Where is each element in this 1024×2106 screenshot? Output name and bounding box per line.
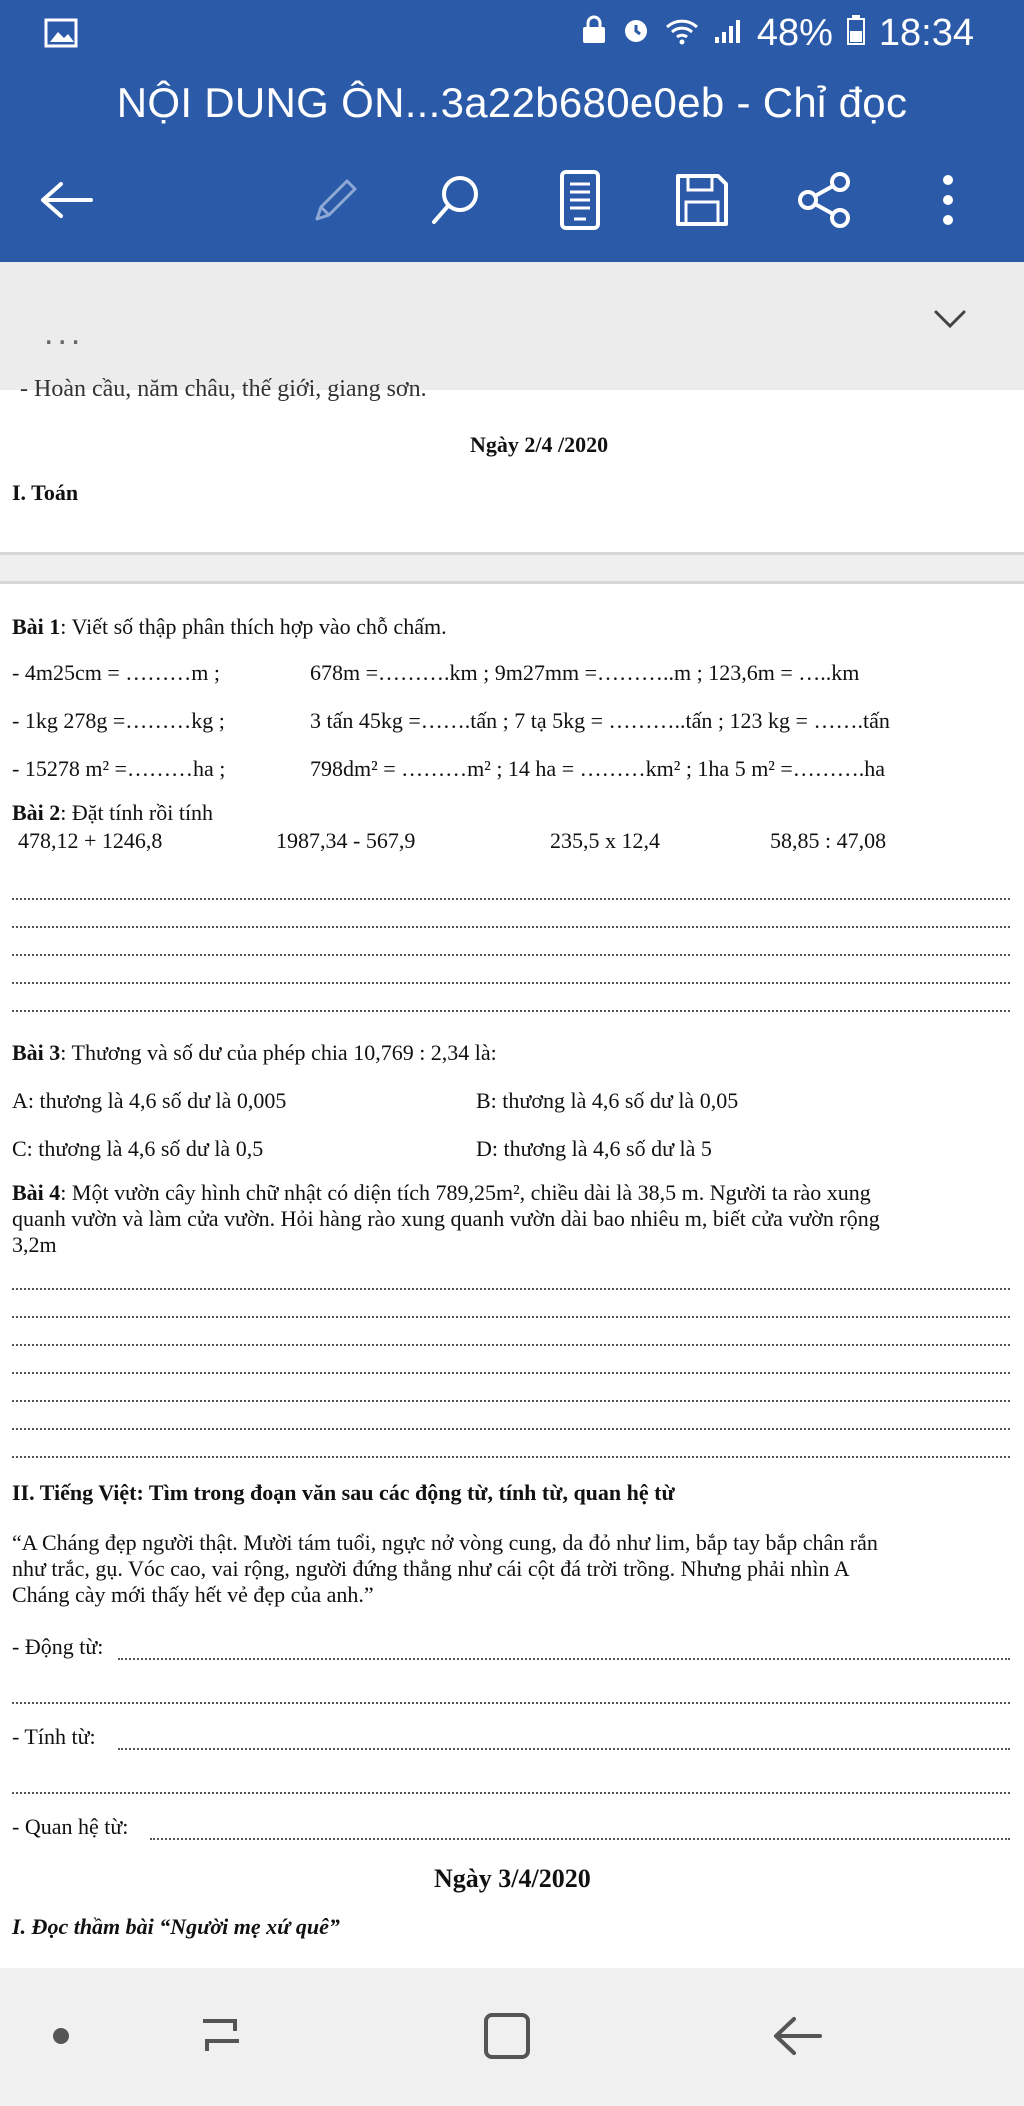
exercise-2-operation: 235,5 x 12,4 xyxy=(550,828,660,853)
exercise-4-text: Bài 4: Một vườn cây hình chữ nhật có diện tích 789,25m², chiều dài là 38,5 m. Người ta rào xung xyxy=(12,1180,871,1205)
answer-line xyxy=(12,1400,1010,1402)
page-break xyxy=(0,552,1024,584)
section-vietnamese-heading: II. Tiếng Việt: Tìm trong đoạn văn sau các động từ, tính từ, quan hệ từ xyxy=(12,1480,675,1505)
exercise-3-heading: Bài 3: Thương và số dư của phép chia 10,769 : 2,34 là: xyxy=(12,1040,497,1065)
back-button[interactable] xyxy=(34,168,98,232)
ribbon-ellipsis[interactable]: ... xyxy=(44,314,85,352)
choice-b: B: thương là 4,6 số dư là 0,05 xyxy=(476,1088,739,1113)
recent-apps-icon xyxy=(191,2009,251,2063)
choice-d: D: thương là 4,6 số dư là 5 xyxy=(476,1136,712,1161)
toolbar xyxy=(0,150,1024,250)
more-options-button[interactable] xyxy=(916,168,980,232)
answer-line xyxy=(12,982,1010,984)
reading-heading: I. Đọc thầm bài “Người mẹ xứ quê” xyxy=(12,1914,340,1939)
section-math-heading: I. Toán xyxy=(12,480,79,505)
exercise-4-text: 3,2m xyxy=(12,1232,57,1257)
signal-icon xyxy=(713,12,743,55)
share-button[interactable] xyxy=(792,168,856,232)
nav-back-button[interactable] xyxy=(762,2006,832,2066)
answer-line xyxy=(118,1658,1010,1660)
more-vertical-icon xyxy=(938,170,958,230)
document-title: NỘI DUNG ÔN...3a22b680e0eb - Chỉ đọc xyxy=(116,79,908,126)
expand-ribbon-button[interactable] xyxy=(932,308,968,337)
edit-button[interactable] xyxy=(304,168,368,232)
search-icon xyxy=(426,170,486,230)
exercise-1-row: - 4m25cm = ………m ; xyxy=(12,660,220,685)
answer-line xyxy=(12,1010,1010,1012)
passage-line: “A Cháng đẹp người thật. Mười tám tuổi, ngực nở vòng cung, da đỏ như lim, bắp tay bắp chân rắn xyxy=(12,1530,878,1555)
answer-line xyxy=(12,926,1010,928)
answer-line xyxy=(118,1748,1010,1750)
exercise-2-operation: 478,12 + 1246,8 xyxy=(18,828,163,853)
answer-line xyxy=(12,1428,1010,1430)
dot-icon xyxy=(51,2026,71,2046)
answer-line xyxy=(12,1792,1010,1794)
cut-off-line: - Hoàn cầu, năm châu, thế giới, giang sơn. xyxy=(20,376,427,402)
gallery-icon xyxy=(44,18,78,53)
nav-dot-button[interactable] xyxy=(26,2006,96,2066)
relational-word-label: - Quan hệ từ: xyxy=(12,1814,129,1839)
exercise-2-heading: Bài 2: Đặt tính rồi tính xyxy=(12,800,214,825)
passage-line: như trắc, gụ. Vóc cao, vai rộng, người đứng thẳng như cái cột đá trời trồng. Nhưng phải nhìn A xyxy=(12,1556,850,1581)
home-icon xyxy=(480,2009,534,2063)
clock-time: 18:34 xyxy=(878,12,974,54)
answer-line xyxy=(12,898,1010,900)
exercise-1-row: 3 tấn 45kg =…….tấn ; 7 tạ 5kg = ………..tấn ; 123 kg = …….tấn xyxy=(310,708,890,733)
answer-line xyxy=(12,1344,1010,1346)
lock-icon xyxy=(581,12,607,55)
arrow-left-icon xyxy=(39,180,93,220)
alarm-icon xyxy=(621,12,651,55)
battery-icon xyxy=(847,12,865,55)
battery-level: 48% xyxy=(756,12,833,54)
exercise-2-operation: 1987,34 - 567,9 xyxy=(276,828,416,853)
save-button[interactable] xyxy=(670,168,734,232)
adjective-label: - Tính từ: xyxy=(12,1724,96,1749)
mobile-view-icon xyxy=(558,170,602,230)
answer-line xyxy=(150,1838,1010,1840)
home-button[interactable] xyxy=(472,2006,542,2066)
search-button[interactable] xyxy=(424,168,488,232)
passage-line: Cháng cày mới thấy hết vẻ đẹp của anh.” xyxy=(12,1582,374,1607)
exercise-2-operation: 58,85 : 47,08 xyxy=(770,828,887,853)
back-arrow-icon xyxy=(770,2009,824,2063)
chevron-down-icon xyxy=(932,308,968,332)
exercise-1-row: - 15278 m² =………ha ; xyxy=(12,756,226,781)
ribbon-collapsed-bar xyxy=(0,262,1024,391)
answer-line xyxy=(12,1316,1010,1318)
verb-label: - Động từ: xyxy=(12,1634,104,1659)
save-icon xyxy=(672,170,732,230)
date-heading: Ngày 2/4 /2020 xyxy=(470,432,609,457)
pencil-icon xyxy=(309,173,363,227)
exercise-1-heading: Bài 1: Viết số thập phân thích hợp vào chỗ chấm. xyxy=(12,614,447,639)
status-bar xyxy=(0,0,1024,72)
exercise-1-row: 678m =……….km ; 9m27mm =………..m ; 123,6m = …..km xyxy=(310,660,860,685)
choice-c: C: thương là 4,6 số dư là 0,5 xyxy=(12,1136,264,1161)
exercise-4-text: quanh vườn và làm cửa vườn. Hỏi hàng rào xung quanh vườn dài bao nhiêu m, biết cửa vườn rộng xyxy=(12,1206,880,1231)
app-header xyxy=(0,0,1024,262)
recent-apps-button[interactable] xyxy=(186,2006,256,2066)
share-icon xyxy=(794,170,854,230)
exercise-1-row: 798dm² = ………m² ; 14 ha = ………km² ; 1ha 5 m² =……….ha xyxy=(310,756,886,781)
system-nav-bar xyxy=(0,1968,1024,2106)
wifi-icon xyxy=(665,12,699,55)
choice-a: A: thương là 4,6 số dư là 0,005 xyxy=(12,1088,287,1113)
answer-line xyxy=(12,1288,1010,1290)
answer-line xyxy=(12,954,1010,956)
answer-line xyxy=(12,1456,1010,1458)
document-view[interactable] xyxy=(0,376,1024,1968)
exercise-1-row: - 1kg 278g =………kg ; xyxy=(12,708,225,733)
answer-line xyxy=(12,1372,1010,1374)
date-heading-2: Ngày 3/4/2020 xyxy=(434,1864,591,1893)
mobile-view-button[interactable] xyxy=(548,168,612,232)
answer-line xyxy=(12,1702,1010,1704)
